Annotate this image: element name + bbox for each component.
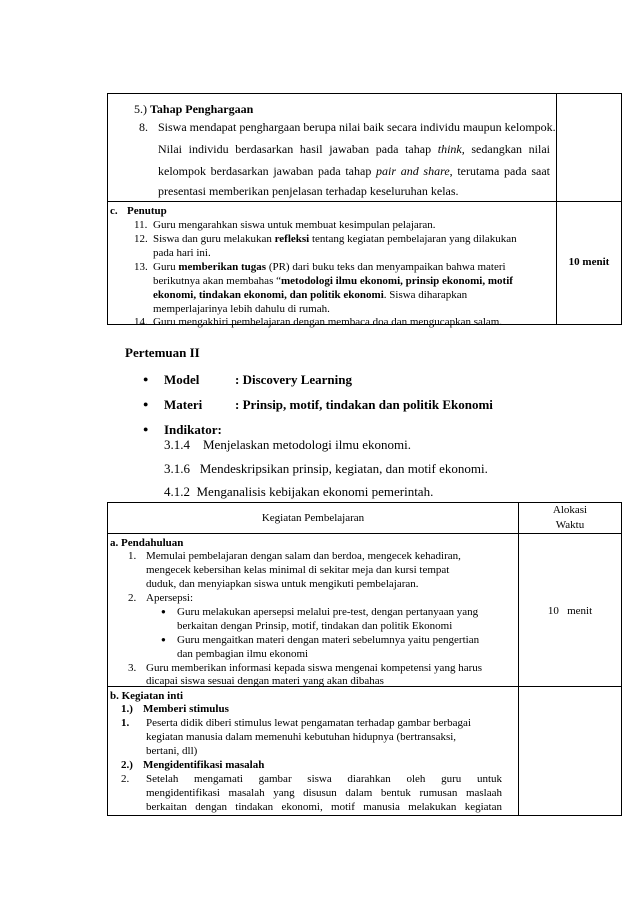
item-text: Apersepsi: <box>146 592 194 604</box>
section-heading: b. Kegiatan inti <box>110 690 184 702</box>
item-number: 2. <box>128 592 137 604</box>
step-heading: Mengidentifikasi masalah <box>143 759 265 771</box>
item-text: mengidentifikasi masalah yang disusun dalam bentuk rumusan maslaah <box>146 787 502 799</box>
item-text: Siswa mendapat penghargaan berupa nilai baik secara individu maupun kelompok. <box>158 120 556 134</box>
item-number: 14. <box>134 316 148 328</box>
indicator-item: 3.1.4 Menjelaskan metodologi ilmu ekonomi. <box>164 437 411 452</box>
lesson-table-2 <box>107 502 622 816</box>
item-number: 2. <box>121 773 130 785</box>
header-activity-cell <box>108 503 519 534</box>
item-text: presentasi memberikan penjelasan terhadap keseluruhan kelas. <box>158 184 459 198</box>
item-text: kelompok berdasarkan jawaban pada tahap pair and share, terutama pada saat <box>158 164 551 178</box>
core-activity-cell <box>108 687 519 816</box>
section-heading: Penutup <box>127 205 167 217</box>
lesson-table-1 <box>107 93 622 328</box>
introduction-cell <box>108 534 519 687</box>
item-text: bertani, dll) <box>146 745 198 757</box>
item-number: 8. <box>139 120 148 134</box>
time-cell <box>557 202 622 325</box>
item-text: mengecek kebersihan kelas minimal di sekitar meja dan kursi tempat <box>146 564 450 576</box>
header-time: Waktu <box>555 519 585 531</box>
appreciation-stage-cell <box>108 94 557 202</box>
item-text: Memulai pembelajaran dengan salam dan berdoa, mengecek kehadiran, <box>146 550 461 562</box>
bullet-icon: ● <box>161 607 166 616</box>
stage-heading: Tahap Penghargaan <box>150 102 254 116</box>
time-cell <box>519 687 622 816</box>
closing-cell <box>108 202 557 328</box>
indicator-item: 4.1.2 Menganalisis kebijakan ekonomi pemerintah. <box>164 484 434 499</box>
bullet-icon: ● <box>143 424 149 434</box>
meeting-details: ● Model : Discovery Learning ● Materi : Prinsip, motif, tindakan dan politik Ekonomi ● Indikator: <box>143 372 493 437</box>
item-text: dicapai siswa sesuai dengan materi yang akan dibahas <box>146 675 384 687</box>
step-number: 2.) <box>121 759 133 771</box>
indicator-item: 3.1.6 Mendeskripsikan prinsip, kegiatan, dan motif ekonomi. <box>164 461 488 476</box>
header-time: Alokasi <box>552 504 588 516</box>
item-number: 11. <box>134 219 148 231</box>
item-text: Nilai individu berdasarkan hasil jawaban pada tahap think, sedangkan nilai <box>158 142 550 156</box>
bullet-icon: ● <box>161 635 166 644</box>
item-text: ekonomi, tindakan ekonomi, dan politik ekonomi. Siswa diharapkan <box>153 289 468 301</box>
item-text: berikutnya akan membahas “metodologi ilmu ekonomi, prinsip ekonomi, motif <box>153 275 513 287</box>
item-text: Guru melakukan apersepsi melalui pre-test, dengan pertanyaan yang <box>177 606 479 618</box>
item-text: duduk, dan menyiapkan siswa untuk mengikuti pembelajaran. <box>146 578 419 590</box>
item-number: 1. <box>121 717 130 729</box>
item-text: kegiatan manusia dalam memenuhi kebutuhan hidupnya (bertransaksi, <box>146 731 457 743</box>
item-text: Setelah mengamati gambar siswa diarahkan oleh guru untuk <box>146 773 502 785</box>
bullet-icon: ● <box>143 374 149 384</box>
item-number: 1. <box>128 550 137 562</box>
time-cell <box>519 534 622 687</box>
item-text: dan pembagian ilmu ekonomi <box>177 648 309 660</box>
meeting-title: Pertemuan II <box>125 345 200 360</box>
time-cell <box>557 94 622 202</box>
time-allocation: 10 menit <box>547 605 593 617</box>
item-text: berkaitan dengan Prinsip, motif, tindakan dan politik Ekonomi <box>177 620 453 632</box>
item-text: Guru memberikan informasi kepada siswa mengenai kompetensi yang harus <box>146 662 483 674</box>
item-text: Guru mengarahkan siswa untuk membuat kesimpulan pelajaran. <box>153 219 436 231</box>
item-number: 12. <box>134 233 148 245</box>
stage-number: 5.) <box>134 102 147 116</box>
bullet-icon: ● <box>143 399 149 409</box>
item-number: 13. <box>134 261 148 273</box>
time-allocation: 10 menit <box>568 256 610 268</box>
step-number: 1.) <box>121 703 133 715</box>
item-number: 3. <box>128 662 137 674</box>
item-text: Peserta didik diberi stimulus lewat pengamatan terhadap gambar berbagai <box>146 717 471 729</box>
header-activity: Kegiatan Pembelajaran <box>261 512 365 524</box>
item-text: Guru mengaitkan materi dengan materi sebelumnya yaitu pengertian <box>177 634 480 646</box>
item-text: Siswa dan guru melakukan refleksi tentang kegiatan pembelajaran yang dilakukan <box>153 233 517 245</box>
item-text: pada hari ini. <box>153 247 211 259</box>
section-heading: a. Pendahuluan <box>110 537 184 549</box>
item-text: Guru memberikan tugas (PR) dari buku teks dan menyampaikan bahwa materi <box>153 261 506 273</box>
item-text: Guru mengakhiri pembelajaran dengan membaca doa dan mengucapkan salam. <box>153 316 503 328</box>
step-heading: Memberi stimulus <box>143 703 229 715</box>
item-text: berkaitan dengan tindakan ekonomi, motif manusia melakukan kegiatan <box>146 801 502 813</box>
header-time-cell <box>519 503 622 534</box>
section-letter: c. <box>110 205 118 217</box>
item-text: memperlajarinya lebih dahulu di rumah. <box>153 303 330 315</box>
